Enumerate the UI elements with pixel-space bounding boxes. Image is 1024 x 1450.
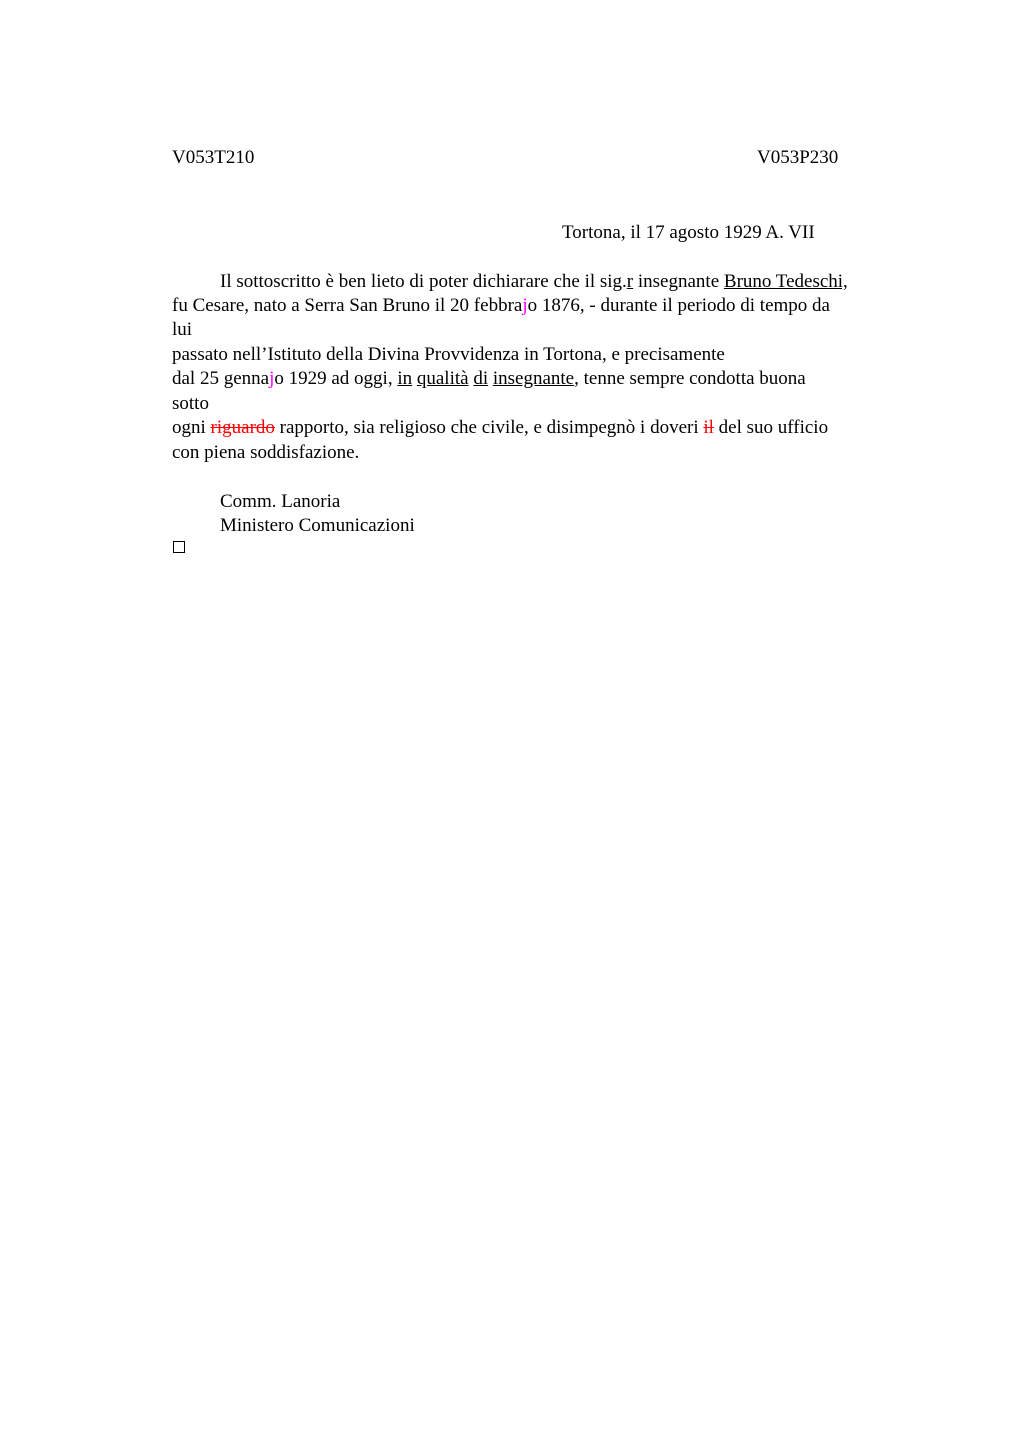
- underlined-text: qualità: [416, 368, 469, 389]
- date-line: Tortona, il 17 agosto 1929 A. VII: [562, 222, 815, 243]
- body-line-7: [172, 416, 828, 440]
- inserted-text: j: [522, 295, 528, 316]
- underlined-text: di: [473, 368, 489, 389]
- deleted-text: riguardo: [210, 417, 275, 438]
- document-code-left: V053T210: [172, 147, 255, 168]
- underlined-text: insegnante: [492, 368, 575, 389]
- body-text: ogni: [172, 417, 211, 438]
- body-line-1: [220, 270, 848, 294]
- body-line-5: [172, 367, 806, 391]
- document-code-right: V053P230: [757, 147, 839, 168]
- underlined-text: in: [397, 368, 413, 389]
- body-line-3: lui: [172, 319, 193, 340]
- body-text: insegnante: [633, 271, 724, 292]
- inserted-text: j: [269, 368, 275, 389]
- body-line-6: sotto: [172, 393, 209, 414]
- body-text: rapporto, sia religioso che civile, e disimpegnò i doveri: [274, 417, 704, 438]
- body-text: Il sottoscritto è ben lieto di poter dichiarare che il sig.: [220, 271, 627, 292]
- deleted-text: il: [703, 417, 714, 438]
- body-text: , tenne sempre condotta buona: [574, 368, 806, 389]
- person-name: Bruno Tedeschi,: [723, 271, 848, 292]
- body-text: dal 25 genna: [172, 368, 270, 389]
- checkbox-icon: [173, 541, 185, 553]
- underlined-text: r: [626, 271, 634, 292]
- body-line-2: [172, 294, 830, 318]
- body-text: fu Cesare, nato a Serra San Bruno il 20 febbra: [172, 295, 523, 316]
- body-line-4: passato nell’Istituto della Divina Provvidenza in Tortona, e precisamente: [172, 344, 725, 365]
- body-text: o 1876, - durante il periodo di tempo da: [527, 295, 830, 316]
- body-text: o 1929 ad oggi,: [274, 368, 398, 389]
- body-line-8: con piena soddisfazione.: [172, 442, 360, 463]
- signature-affiliation: Ministero Comunicazioni: [220, 515, 415, 536]
- body-text: del suo ufficio: [713, 417, 829, 438]
- signature-name: Comm. Lanoria: [220, 491, 341, 512]
